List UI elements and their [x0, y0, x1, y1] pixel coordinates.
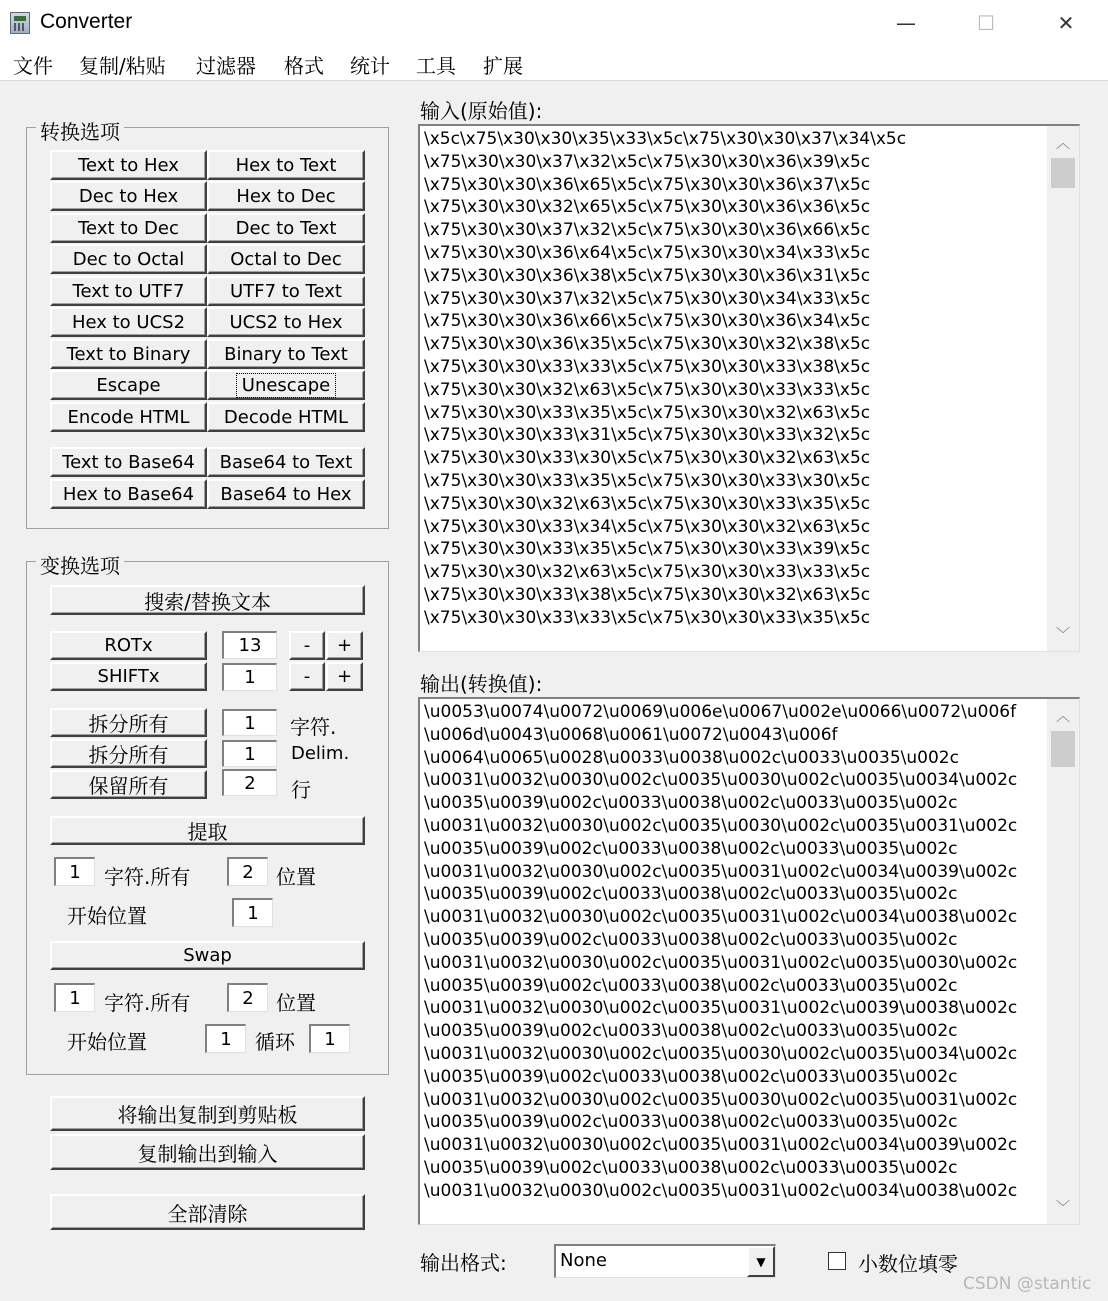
output-text: [424, 701, 1045, 1224]
menu-tools[interactable]: 工具: [416, 54, 456, 78]
input-text: [424, 128, 1045, 651]
swap-chars-input[interactable]: 1: [54, 983, 95, 1012]
extract-button[interactable]: [50, 816, 365, 845]
output-format-value: None: [560, 1250, 607, 1271]
convert-button-escape[interactable]: [50, 370, 207, 400]
convert-button-encode-html[interactable]: [50, 402, 207, 432]
rotx-minus-button[interactable]: [289, 631, 325, 660]
extract-chars-label: 字符.所有: [104, 865, 191, 889]
input-scrollbar[interactable]: [1047, 126, 1079, 651]
extract-pos-label: 位置: [276, 865, 316, 889]
convert-button-hex-to-text[interactable]: [207, 150, 365, 180]
convert-button-label: Hex to Base64: [62, 483, 195, 505]
clear-all-button[interactable]: [50, 1194, 365, 1230]
input-label: 输入(原始值):: [420, 99, 543, 123]
convert-button-label: Text to Dec: [78, 217, 179, 239]
output-line: \u0035\u0039\u002c\u0033\u0038\u002c\u0033\u0035\u002c: [424, 1112, 958, 1133]
shiftx-button[interactable]: [50, 662, 207, 691]
convert-button-label: UTF7 to Text: [230, 280, 342, 302]
convert-button-hex-to-dec[interactable]: [207, 181, 365, 211]
menu-filter[interactable]: 过滤器: [196, 54, 256, 78]
convert-button-utf7-to-text[interactable]: [207, 276, 365, 306]
menu-stats[interactable]: 统计: [350, 54, 390, 78]
input-line: \x75\x30\x30\x33\x38\x5c\x75\x30\x30\x32\x63\x5c: [424, 584, 871, 605]
input-line: \x75\x30\x30\x36\x38\x5c\x75\x30\x30\x36\x31\x5c: [424, 265, 871, 286]
output-line: \u0035\u0039\u002c\u0033\u0038\u002c\u0033\u0035\u002c: [424, 838, 958, 859]
split-delim-label: 拆分所有: [88, 743, 169, 767]
convert-button-binary-to-text[interactable]: [207, 339, 365, 369]
output-line: \u0031\u0032\u0030\u002c\u0035\u0031\u002c\u0035\u0030\u002c: [424, 952, 1018, 973]
output-line: \u0035\u0039\u002c\u0033\u0038\u002c\u0033\u0035\u002c: [424, 793, 958, 814]
convert-button-label: Dec to Text: [235, 217, 337, 239]
input-line: \x75\x30\x30\x37\x32\x5c\x75\x30\x30\x36\x39\x5c: [424, 151, 871, 172]
keep-lines-button[interactable]: [50, 770, 207, 799]
output-textarea[interactable]: [418, 697, 1080, 1225]
convert-button-label: Hex to Text: [235, 154, 337, 176]
input-line: \x75\x30\x30\x32\x63\x5c\x75\x30\x30\x33\x35\x5c: [424, 493, 871, 514]
output-line: \u0035\u0039\u002c\u0033\u0038\u002c\u0033\u0035\u002c: [424, 1066, 958, 1087]
swap-start-input[interactable]: 1: [205, 1024, 246, 1053]
menu-format[interactable]: 格式: [284, 54, 324, 78]
scroll-down-icon[interactable]: ﹀: [1056, 1200, 1070, 1216]
convert-button-text-to-dec[interactable]: [50, 213, 207, 243]
input-line: \x75\x30\x30\x33\x35\x5c\x75\x30\x30\x33\x39\x5c: [424, 539, 871, 560]
shiftx-input[interactable]: 1: [222, 663, 277, 691]
output-line: \u0035\u0039\u002c\u0033\u0038\u002c\u0033\u0035\u002c: [424, 929, 958, 950]
swap-pos-input[interactable]: 2: [227, 983, 268, 1012]
menu-file[interactable]: 文件: [13, 54, 53, 78]
rotx-input[interactable]: 13: [222, 631, 277, 659]
convert-button-label: Unescape: [238, 375, 334, 396]
convert-button-decode-html[interactable]: [207, 402, 365, 432]
input-line: \x75\x30\x30\x33\x33\x5c\x75\x30\x30\x33\x35\x5c: [424, 607, 871, 628]
copy-to-clipboard-button[interactable]: [50, 1096, 365, 1131]
input-textarea[interactable]: [418, 124, 1080, 652]
output-format-select[interactable]: [554, 1244, 776, 1278]
menu-bar: [0, 46, 1108, 81]
extract-start-label: 开始位置: [67, 904, 147, 928]
copy-output-to-input-label: 复制输出到输入: [137, 1141, 278, 1166]
rotx-button[interactable]: [50, 631, 207, 660]
split-chars-unit: 字符.: [290, 715, 337, 739]
extract-start-input[interactable]: 1: [232, 898, 273, 927]
extract-chars-input[interactable]: 1: [54, 857, 95, 886]
output-scrollbar[interactable]: [1047, 699, 1079, 1224]
convert-button-text-to-hex[interactable]: [50, 150, 207, 180]
extract-pos-input[interactable]: 2: [227, 857, 268, 886]
convert-button-label: Hex to UCS2: [71, 311, 186, 333]
chevron-down-icon[interactable]: ▼: [747, 1246, 775, 1277]
input-line: \x75\x30\x30\x33\x35\x5c\x75\x30\x30\x33\x30\x5c: [424, 470, 871, 491]
split-delim-unit: Delim.: [291, 743, 350, 764]
input-line: \x5c\x75\x30\x30\x35\x33\x5c\x75\x30\x30\x37\x34\x5c: [424, 129, 907, 149]
convert-button-dec-to-hex[interactable]: [50, 181, 207, 211]
scroll-thumb[interactable]: [1051, 731, 1075, 767]
convert-button-text-to-base64[interactable]: [50, 447, 207, 477]
rotx-plus-label: +: [336, 635, 353, 656]
convert-button-base64-to-text[interactable]: [207, 447, 365, 477]
convert-button-label: Encode HTML: [67, 406, 190, 428]
convert-button-label: UCS2 to Hex: [229, 311, 343, 333]
split-chars-input[interactable]: 1: [222, 709, 277, 736]
convert-button-text-to-binary[interactable]: [50, 339, 207, 369]
output-line: \u0035\u0039\u002c\u0033\u0038\u002c\u0033\u0035\u002c: [424, 975, 958, 996]
scroll-up-icon[interactable]: ︿: [1056, 709, 1070, 725]
output-line: \u006d\u0043\u0068\u0061\u0072\u0043\u006f: [424, 724, 838, 745]
title-bar: [0, 0, 1108, 46]
convert-button-label: Text to Binary: [66, 343, 191, 365]
shiftx-minus-button[interactable]: [289, 662, 325, 691]
split-delim-input[interactable]: 1: [222, 740, 277, 767]
convert-button-label: Base64 to Hex: [220, 483, 352, 505]
input-line: \x75\x30\x30\x33\x30\x5c\x75\x30\x30\x32\x63\x5c: [424, 448, 871, 469]
input-line: \x75\x30\x30\x36\x66\x5c\x75\x30\x30\x36\x34\x5c: [424, 311, 871, 332]
convert-button-unescape[interactable]: [207, 370, 365, 400]
calculator-icon: [10, 12, 30, 34]
input-line: \x75\x30\x30\x33\x33\x5c\x75\x30\x30\x33\x38\x5c: [424, 356, 871, 377]
close-button[interactable]: ✕: [1057, 11, 1075, 35]
output-line: \u0031\u0032\u0030\u002c\u0035\u0030\u002c\u0035\u0031\u002c: [424, 1089, 1018, 1110]
input-line: \x75\x30\x30\x36\x64\x5c\x75\x30\x30\x34\x33\x5c: [424, 242, 871, 263]
input-line: \x75\x30\x30\x36\x65\x5c\x75\x30\x30\x36\x37\x5c: [424, 174, 871, 195]
window-title: Converter: [40, 10, 133, 33]
input-line: \x75\x30\x30\x33\x35\x5c\x75\x30\x30\x32\x63\x5c: [424, 402, 871, 423]
clear-all-label: 全部清除: [167, 1201, 248, 1226]
swap-loop-input[interactable]: 1: [309, 1024, 350, 1053]
output-line: \u0053\u0074\u0072\u0069\u006e\u0067\u002e\u0066\u0072\u006f: [424, 702, 1017, 722]
rotx-plus-button[interactable]: [326, 631, 363, 660]
swap-label: Swap: [183, 945, 232, 966]
split-delim-button[interactable]: [50, 739, 207, 768]
convert-button-label: Octal to Dec: [230, 248, 342, 270]
convert-button-octal-to-dec[interactable]: [207, 244, 365, 274]
convert-button-label: Hex to Dec: [236, 185, 336, 207]
input-line: \x75\x30\x30\x32\x63\x5c\x75\x30\x30\x33\x33\x5c: [424, 562, 871, 583]
swap-pos-label: 位置: [276, 991, 316, 1015]
output-line: \u0035\u0039\u002c\u0033\u0038\u002c\u0033\u0035\u002c: [424, 1157, 958, 1178]
split-chars-label: 拆分所有: [88, 712, 169, 736]
convert-button-label: Text to UTF7: [72, 280, 185, 302]
convert-options-label: 转换选项: [36, 116, 124, 145]
convert-button-label: Dec to Hex: [78, 185, 179, 207]
menu-extensions[interactable]: 扩展: [483, 54, 523, 78]
search-replace-label: 搜索/替换文本: [144, 589, 271, 614]
convert-button-hex-to-ucs2[interactable]: [50, 307, 207, 337]
output-line: \u0035\u0039\u002c\u0033\u0038\u002c\u0033\u0035\u002c: [424, 884, 958, 905]
convert-button-hex-to-base64[interactable]: [50, 479, 207, 509]
extract-label: 提取: [187, 820, 228, 844]
scroll-up-icon[interactable]: ︿: [1056, 136, 1070, 152]
output-line: \u0031\u0032\u0030\u002c\u0035\u0031\u002c\u0034\u0038\u002c: [424, 907, 1018, 928]
shiftx-label: SHIFTx: [97, 666, 160, 687]
swap-start-label: 开始位置: [67, 1030, 147, 1054]
zero-pad-label: 小数位填零: [858, 1252, 958, 1276]
input-line: \x75\x30\x30\x33\x31\x5c\x75\x30\x30\x33\x32\x5c: [424, 425, 871, 446]
output-line: \u0031\u0032\u0030\u002c\u0035\u0031\u002c\u0034\u0039\u002c: [424, 1135, 1018, 1156]
output-line: \u0031\u0032\u0030\u002c\u0035\u0031\u002c\u0034\u0039\u002c: [424, 861, 1018, 882]
convert-button-label: Escape: [96, 374, 161, 396]
rotx-label: ROTx: [104, 635, 153, 656]
convert-button-text-to-utf7[interactable]: [50, 276, 207, 306]
input-line: \x75\x30\x30\x33\x34\x5c\x75\x30\x30\x32\x63\x5c: [424, 516, 871, 537]
output-label: 输出(转换值):: [420, 672, 543, 696]
convert-button-label: Dec to Octal: [72, 248, 185, 270]
swap-chars-label: 字符.所有: [104, 991, 191, 1015]
shiftx-plus-button[interactable]: [326, 662, 363, 691]
split-chars-button[interactable]: [50, 708, 207, 737]
input-line: \x75\x30\x30\x32\x65\x5c\x75\x30\x30\x36\x36\x5c: [424, 197, 871, 218]
keep-lines-label: 保留所有: [88, 774, 169, 798]
input-line: \x75\x30\x30\x37\x32\x5c\x75\x30\x30\x34\x33\x5c: [424, 288, 871, 309]
shiftx-plus-label: +: [336, 666, 353, 687]
output-format-label: 输出格式:: [420, 1251, 507, 1275]
copy-to-clipboard-label: 将输出复制到剪贴板: [117, 1103, 298, 1127]
convert-button-dec-to-octal[interactable]: [50, 244, 207, 274]
output-line: \u0031\u0032\u0030\u002c\u0035\u0031\u002c\u0039\u0038\u002c: [424, 998, 1018, 1019]
convert-button-label: Decode HTML: [223, 406, 349, 428]
output-line: \u0031\u0032\u0030\u002c\u0035\u0030\u002c\u0035\u0034\u002c: [424, 770, 1018, 791]
output-line: \u0035\u0039\u002c\u0033\u0038\u002c\u0033\u0035\u002c: [424, 1021, 958, 1042]
output-line: \u0031\u0032\u0030\u002c\u0035\u0030\u002c\u0035\u0031\u002c: [424, 815, 1018, 836]
convert-button-base64-to-hex[interactable]: [207, 479, 365, 509]
convert-button-label: Base64 to Text: [219, 451, 353, 473]
convert-button-label: Text to Base64: [62, 451, 195, 473]
output-line: \u0031\u0032\u0030\u002c\u0035\u0030\u002c\u0035\u0034\u002c: [424, 1043, 1018, 1064]
shiftx-minus-label: -: [303, 666, 311, 687]
copy-output-to-input-button[interactable]: [50, 1134, 365, 1170]
output-line: \u0031\u0032\u0030\u002c\u0035\u0031\u002c\u0034\u0038\u002c: [424, 1180, 1018, 1201]
keep-lines-unit: 行: [291, 778, 311, 802]
convert-button-label: Text to Hex: [78, 154, 179, 176]
input-line: \x75\x30\x30\x32\x63\x5c\x75\x30\x30\x33\x33\x5c: [424, 379, 871, 400]
menu-copy-paste[interactable]: 复制/粘贴: [79, 54, 166, 78]
input-line: \x75\x30\x30\x36\x35\x5c\x75\x30\x30\x32\x38\x5c: [424, 334, 871, 355]
convert-button-ucs2-to-hex[interactable]: [207, 307, 365, 337]
output-line: \u0064\u0065\u0028\u0033\u0038\u002c\u0033\u0035\u002c: [424, 747, 959, 768]
zero-pad-checkbox[interactable]: [828, 1252, 846, 1270]
convert-button-dec-to-text[interactable]: [207, 213, 365, 243]
rotx-minus-label: -: [303, 635, 311, 656]
keep-lines-input[interactable]: 2: [222, 769, 277, 796]
scroll-down-icon[interactable]: ﹀: [1056, 627, 1070, 643]
swap-loop-label: 循环: [255, 1030, 295, 1054]
scroll-thumb[interactable]: [1051, 158, 1075, 188]
minimize-button[interactable]: —: [896, 11, 916, 35]
transform-options-label: 变换选项: [36, 550, 124, 579]
maximize-button[interactable]: ☐: [977, 11, 995, 35]
swap-button[interactable]: [50, 941, 365, 970]
search-replace-button[interactable]: [50, 585, 365, 615]
watermark: CSDN @stantic: [963, 1274, 1092, 1294]
convert-button-label: Binary to Text: [224, 343, 348, 365]
input-line: \x75\x30\x30\x37\x32\x5c\x75\x30\x30\x36\x66\x5c: [424, 220, 871, 241]
